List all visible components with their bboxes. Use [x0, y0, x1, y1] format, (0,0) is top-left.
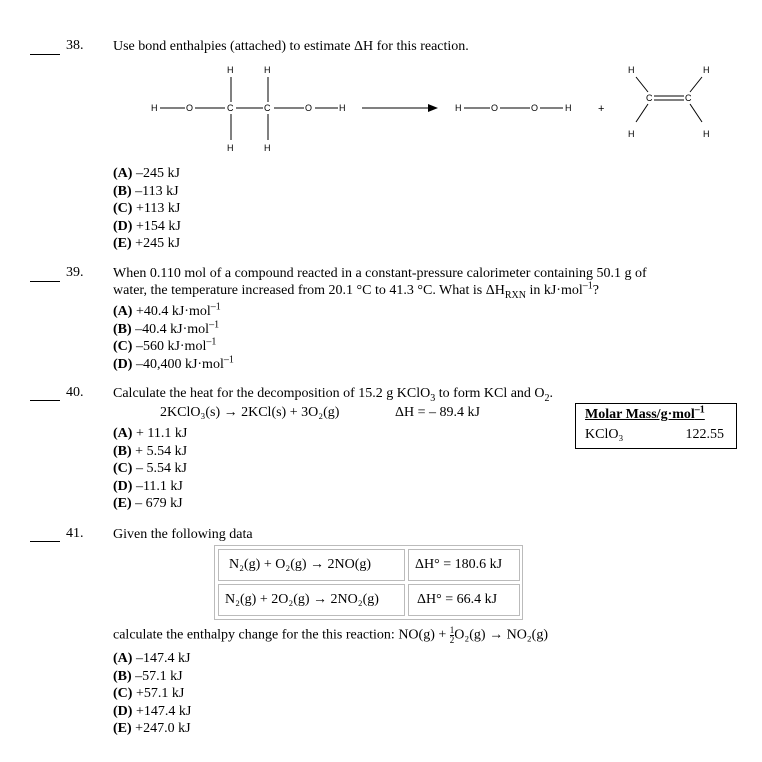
option-41-d[interactable]: (D) +147.4 kJ [113, 703, 192, 719]
svg-text:H: H [339, 103, 346, 113]
svg-text:C: C [685, 93, 692, 103]
option-41-e[interactable]: (E) +247.0 kJ [113, 721, 191, 736]
data-row-2-reaction: N₂(g) + 2O₂(g) → 2NO₂(g) [218, 584, 405, 616]
svg-text:H: H [151, 103, 158, 113]
svg-text:O: O [531, 103, 539, 113]
question-number-40: 40. [66, 385, 84, 400]
option-40-b[interactable]: (B) + 5.54 kJ [113, 443, 188, 459]
answer-blank-39[interactable] [30, 281, 60, 282]
question-39-line1: When 0.110 mol of a compound reacted in a constant-pressure calorimeter containing 50.1 g of [113, 266, 647, 281]
option-39-a[interactable]: (A) +40.4 kJ·mol$^{-1}$ [113, 301, 221, 319]
svg-text:O: O [305, 103, 313, 113]
options-39 [113, 303, 234, 373]
svg-text:H: H [264, 65, 271, 75]
svg-text:C: C [646, 93, 653, 103]
answer-blank-41[interactable] [30, 541, 60, 542]
question-text-39 [113, 265, 647, 299]
molar-mass-value: 122.55 [685, 427, 724, 442]
data-row-1-reaction: N₂(g) + O₂(g) → 2NO(g) [218, 549, 405, 581]
svg-text:O: O [186, 103, 194, 113]
data-table-41 [214, 545, 523, 620]
option-41-b[interactable]: (B) –57.1 kJ [113, 668, 183, 684]
calc-line-41: calculate the enthalpy change for the this reaction: NO(g) + $\frac{1}{2}$ O₂(g) → NO₂(g) [113, 625, 549, 645]
option-40-e[interactable]: (E) – 679 kJ [113, 496, 183, 511]
molar-mass-box [575, 403, 737, 449]
question-number-41: 41. [66, 526, 84, 541]
option-41-c[interactable]: (C) +57.1 kJ [113, 686, 185, 701]
svg-text:H: H [703, 129, 710, 139]
option-38-c[interactable]: (C) +113 kJ [113, 201, 181, 216]
svg-text:H: H [703, 65, 710, 75]
svg-text:H: H [227, 65, 234, 75]
option-39-b[interactable]: (B) –40.4 kJ·mol$^{-1}$ [113, 318, 220, 337]
svg-text:H: H [565, 103, 572, 113]
question-number-39: 39. [66, 265, 84, 280]
molar-mass-header: Molar Mass/g·mol$^{-1}$ [585, 404, 705, 422]
question-text-38: Use bond enthalpies (attached) to estimate ΔH for this reaction. [113, 39, 469, 54]
option-40-d[interactable]: (D) –11.1 kJ [113, 478, 183, 494]
option-38-a[interactable]: (A) –245 kJ [113, 166, 180, 181]
question-39-line2: water, the temperature increased from 20.1 °C to 41.3 °C. What is $\Delta H_{RXN}$ in kJ·mol$^{-1}$? [113, 280, 599, 301]
svg-text:H: H [227, 143, 234, 153]
svg-text:O: O [491, 103, 499, 113]
answer-blank-40[interactable] [30, 400, 60, 401]
delta-h-40: ΔH = – 89.4 kJ [395, 405, 480, 420]
question-text-40: Calculate the heat for the decomposition of 15.2 g KClO$_3$ to form KCl and $O_2$. [113, 386, 554, 404]
svg-text:H: H [628, 65, 635, 75]
option-38-e[interactable]: (E) +245 kJ [113, 236, 181, 251]
svg-text:H: H [264, 143, 271, 153]
svg-text:H: H [628, 129, 635, 139]
option-39-d[interactable]: (D) –40,400 kJ·mol$^{-1}$ [113, 353, 234, 372]
option-38-b[interactable]: (B) –113 kJ [113, 183, 179, 199]
option-40-c[interactable]: (C) – 5.54 kJ [113, 461, 187, 476]
question-number-38: 38. [66, 38, 84, 53]
question-text-41: Given the following data [113, 527, 253, 542]
option-39-c[interactable]: (C) –560 kJ·mol$^{-1}$ [113, 336, 217, 354]
options-38 [113, 165, 181, 253]
svg-text:C: C [227, 103, 234, 113]
option-41-a[interactable]: (A) –147.4 kJ [113, 651, 191, 666]
svg-text:H: H [455, 103, 462, 113]
svg-text:C: C [264, 103, 271, 113]
data-row-1-dh: ΔH° = 180.6 kJ [408, 549, 520, 581]
option-40-a[interactable]: (A) + 11.1 kJ [113, 426, 188, 441]
options-41 [113, 650, 191, 738]
options-40 [113, 425, 187, 513]
data-row-2-dh: ΔH° = 66.4 kJ [408, 584, 520, 616]
molar-mass-compound: KClO₃ [585, 427, 624, 442]
option-38-d[interactable]: (D) +154 kJ [113, 218, 181, 234]
equation-40: 2KClO₃(s) → 2KCl(s) + 3O₂(g) [160, 405, 340, 420]
svg-text:+: + [598, 103, 605, 115]
fraction-one-half: $\frac{1}{2}$ [449, 625, 455, 645]
